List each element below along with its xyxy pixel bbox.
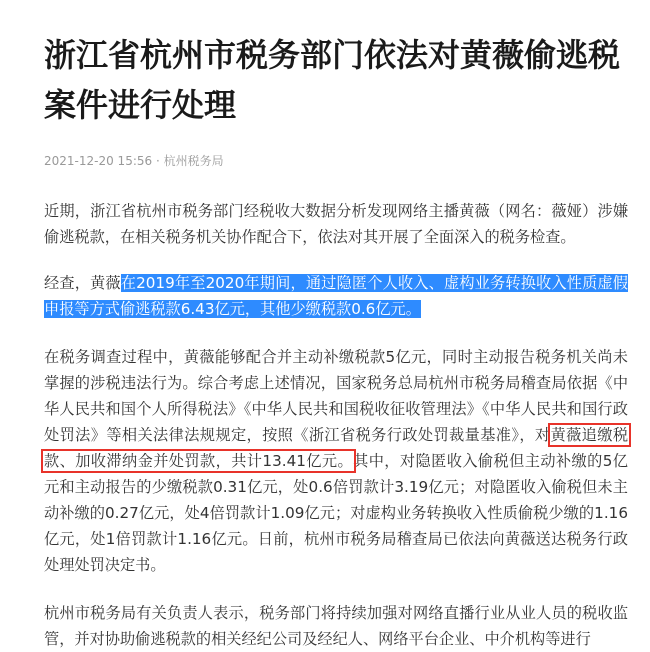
paragraph-3-part-b: 其中，对隐匿收入偷税但主动补缴的5亿元和主动报告的少缴税款0.31亿元，处0.6倍罚款计3.19亿元；对隐匿收入偷税但未主动补缴的0.27亿元，处4倍罚款计1.09亿元；对虚构业务转换收入性质偷税少缴的1.16亿元，处1倍罚款计1.16亿元。日前，杭州市税务局稽查局已依法向黄薇送达税务行政处理处罚决定书。 bbox=[44, 452, 628, 574]
boxed-penalty-total: 黄薇追缴税款、加收滞纳金并处罚款，共计13.41亿元。 bbox=[44, 426, 629, 470]
paragraph-3 bbox=[44, 344, 628, 578]
paragraph-1: 近期，浙江省杭州市税务部门经税收大数据分析发现网络主播黄薇（网名：薇娅）涉嫌偷逃税款，在相关税务机关协作配合下，依法对其开展了全面深入的税务检查。 bbox=[44, 202, 628, 246]
publish-date: 2021-12-20 15:56 bbox=[44, 154, 153, 168]
article-title: 浙江省杭州市税务部门依法对黄薇偷逃税案件进行处理 bbox=[44, 36, 621, 124]
paragraph-2 bbox=[44, 270, 628, 322]
article-meta bbox=[44, 152, 628, 170]
article-source: 杭州税务局 bbox=[163, 154, 224, 168]
article bbox=[0, 30, 650, 648]
paragraph-3-part-a: 在税务调查过程中，黄薇能够配合并主动补缴税款5亿元，同时主动报告税务机关尚未掌握的涉税违法行为。综合考虑上述情况，国家税务总局杭州市税务局稽查局依据《中华人民共和国个人所得税法》《中华人民共和国税收征收管理法》《中华人民共和国行政处罚法》等相关法律法规规定，按照《浙江省税务行政处罚裁量基准》，对 bbox=[44, 348, 628, 444]
paragraph-4: 杭州市税务局有关负责人表示，税务部门将持续加强对网络直播行业从业人员的税收监管，并对协助偷逃税款的相关经纪公司及经纪人、网络平台企业、中介机构等进行 bbox=[44, 604, 628, 648]
selected-text-highlight[interactable]: 在2019年至2020年期间，通过隐匿个人收入、虚构业务转换收入性质虚假申报等方式偷逃税款6.43亿元，其他少缴税款0.6亿元。 bbox=[44, 274, 628, 318]
paragraph-2-lead: 经查，黄薇 bbox=[44, 274, 121, 292]
meta-separator: · bbox=[152, 154, 164, 168]
